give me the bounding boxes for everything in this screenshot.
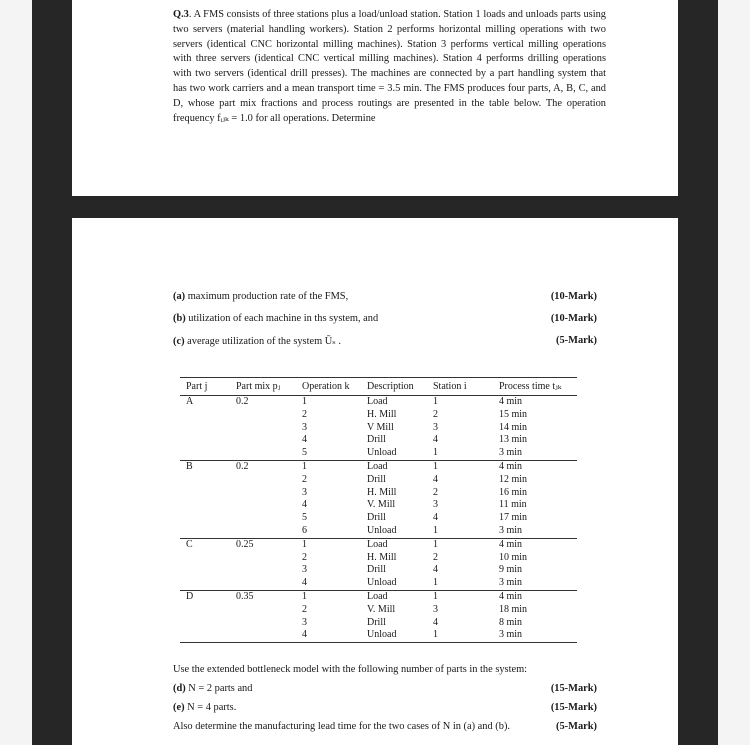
cell-part-mix: 0.2 [236, 460, 302, 473]
table-row [180, 499, 577, 512]
cell-operation: 5 [302, 512, 307, 524]
question-parts [173, 291, 597, 357]
cell-description: V. Mill [367, 603, 396, 615]
cell-part-mix: 0.2 [236, 396, 302, 409]
cell-station: 4 [433, 473, 438, 485]
cell-operation: 2 [302, 603, 307, 615]
part-e: (e) N = 4 parts. (15-Mark) [173, 702, 597, 713]
part-c: (c) average utilization of the system Ūₛ . (5-Mark) [173, 335, 597, 347]
cell-station: 1 [433, 538, 499, 551]
cell-description: Drill [367, 564, 386, 576]
marks-d: (15-Mark) [550, 683, 597, 694]
marks-e: (15-Mark) [550, 702, 597, 713]
cell-part [180, 617, 236, 630]
header-operation: Operation k [302, 378, 367, 396]
table-row [180, 396, 577, 409]
cell-operation: 4 [302, 434, 307, 446]
cell-station: 4 [433, 434, 438, 446]
header-description: Description [367, 378, 433, 396]
cell-station: 4 [433, 616, 438, 628]
cell-part-mix [236, 512, 302, 525]
table-row [180, 460, 577, 473]
cell-station: 1 [433, 460, 499, 473]
cell-station: 2 [433, 551, 438, 563]
header-process-time: Process time tⱼₖ [499, 378, 577, 396]
cell-description: H. Mill [367, 486, 397, 498]
cell-operation: 2 [302, 473, 307, 485]
cell-station: 2 [433, 486, 438, 498]
table-row [180, 617, 577, 630]
cell-part-mix [236, 409, 302, 422]
cell-operation: 3 [302, 486, 307, 498]
table-row [180, 629, 577, 642]
cell-process-time: 4 min [499, 538, 577, 551]
cell-process-time: 4 min [499, 590, 577, 603]
cell-part [180, 422, 236, 435]
cell-description: Unload [367, 629, 433, 642]
question-paragraph [173, 8, 606, 126]
cell-description: Unload [367, 577, 397, 589]
cell-operation: 5 [302, 447, 307, 459]
cell-description: V Mill [367, 421, 394, 433]
cell-process-time: 9 min [499, 564, 523, 576]
cell-part-mix [236, 487, 302, 500]
cell-part-mix [236, 474, 302, 487]
cell-operation: 4 [302, 577, 307, 589]
cell-part [180, 577, 236, 590]
cell-process-time: 13 min [499, 434, 528, 446]
question-text: . A FMS consists of three stations plus a load/unload station. Station 1 loads and unloads parts using two servers (material handling workers). Station 2 performs horizontal milling operations with two servers (identical CNC horizontal milling machines). Station 3 performs vertical milling operations with three servers (identical CNC vertical milling machines). Station 4 performs drilling operations with two servers (identical drill presses). The machines are connected by a part handling system that has two work carriers and a mean transport time = 3.5 min. The FMS produces four parts, A, B, C, and D, whose part mix fractions and process routings are presented in the table below. The operation frequency fᵢⱼₖ = 1.0 for all operations. Determine [173, 9, 606, 124]
cell-station: 4 [433, 512, 438, 524]
table-row [180, 422, 577, 435]
cell-process-time: 16 min [499, 486, 528, 498]
table-row [180, 552, 577, 565]
cell-description: Unload [367, 524, 397, 536]
cell-station: 3 [433, 499, 438, 511]
final-line: Also determine the manufacturing lead time for the two cases of N in (a) and (b). (5-Mark) [173, 721, 597, 732]
cell-part [180, 604, 236, 617]
table-row [180, 525, 577, 538]
marks-a: (10-Mark) [550, 291, 597, 302]
cell-part-mix [236, 617, 302, 630]
cell-operation: 4 [302, 499, 307, 511]
cell-part-mix [236, 564, 302, 577]
marks-final: (5-Mark) [556, 721, 597, 732]
cell-process-time: 3 min [499, 524, 523, 536]
marks-c: (5-Mark) [556, 335, 597, 346]
table-row [180, 577, 577, 590]
cell-station: 1 [433, 577, 438, 589]
cell-operation: 1 [302, 396, 367, 409]
cell-part [180, 629, 236, 642]
header-part: Part j [180, 378, 236, 396]
cell-description: Unload [367, 447, 397, 459]
cell-description: Load [367, 396, 433, 409]
table-row [180, 474, 577, 487]
cell-process-time: 15 min [499, 408, 528, 420]
cell-part-mix [236, 447, 302, 460]
cell-station: 1 [433, 396, 499, 409]
intro-line: Use the extended bottleneck model with the following number of parts in the system: [173, 664, 528, 675]
header-station: Station i [433, 378, 499, 396]
table-row [180, 564, 577, 577]
cell-operation: 6 [302, 524, 307, 536]
cell-station: 3 [433, 421, 438, 433]
cell-description: Drill [367, 473, 386, 485]
page-gap [72, 196, 678, 218]
cell-description: H. Mill [367, 408, 397, 420]
cell-part-mix [236, 629, 302, 642]
cell-part-mix [236, 552, 302, 565]
cell-part: D [180, 590, 236, 603]
cell-operation: 4 [302, 629, 367, 642]
cell-process-time: 18 min [499, 603, 528, 615]
cell-description: H. Mill [367, 551, 397, 563]
cell-description: V. Mill [367, 499, 396, 511]
cell-station: 3 [433, 603, 438, 615]
cell-operation: 1 [302, 538, 367, 551]
table-row [180, 604, 577, 617]
cell-station: 2 [433, 408, 438, 420]
outer-right-light [718, 0, 750, 745]
question-number: Q.3 [173, 9, 189, 20]
table-row [180, 409, 577, 422]
cell-process-time: 3 min [499, 577, 523, 589]
extended-model-section [173, 664, 597, 740]
cell-operation: 1 [302, 590, 367, 603]
cell-part [180, 434, 236, 447]
cell-station: 1 [433, 629, 499, 642]
cell-operation: 3 [302, 564, 307, 576]
table-row [180, 487, 577, 500]
cell-part [180, 447, 236, 460]
cell-operation: 3 [302, 421, 307, 433]
cell-part-mix: 0.25 [236, 538, 302, 551]
table-row [180, 447, 577, 460]
marks-b: (10-Mark) [550, 313, 597, 324]
cell-part-mix [236, 499, 302, 512]
part-b: (b) utilization of each machine in ths system, and (10-Mark) [173, 313, 597, 324]
cell-description: Load [367, 460, 433, 473]
cell-process-time: 8 min [499, 616, 523, 628]
table-row [180, 538, 577, 551]
process-routing-table [180, 377, 577, 643]
outer-left-light [0, 0, 32, 745]
cell-process-time: 12 min [499, 473, 528, 485]
cell-part [180, 552, 236, 565]
table-row [180, 434, 577, 447]
cell-operation: 2 [302, 408, 307, 420]
cell-process-time: 14 min [499, 421, 528, 433]
cell-process-time: 3 min [499, 629, 577, 642]
cell-description: Load [367, 538, 433, 551]
cell-station: 1 [433, 524, 438, 536]
cell-process-time: 4 min [499, 396, 577, 409]
cell-part [180, 525, 236, 538]
cell-part [180, 409, 236, 422]
cell-part [180, 487, 236, 500]
cell-station: 1 [433, 590, 499, 603]
cell-part [180, 512, 236, 525]
cell-part-mix: 0.35 [236, 590, 302, 603]
cell-operation: 3 [302, 616, 307, 628]
part-a: (a) maximum production rate of the FMS, (10-Mark) [173, 291, 597, 302]
cell-part [180, 499, 236, 512]
cell-part-mix [236, 577, 302, 590]
cell-part [180, 474, 236, 487]
cell-description: Drill [367, 512, 386, 524]
cell-operation: 2 [302, 551, 307, 563]
table-row [180, 590, 577, 603]
cell-description: Load [367, 590, 433, 603]
cell-process-time: 4 min [499, 460, 577, 473]
cell-operation: 1 [302, 460, 367, 473]
cell-part-mix [236, 525, 302, 538]
cell-station: 1 [433, 447, 438, 459]
cell-station: 4 [433, 564, 438, 576]
cell-process-time: 10 min [499, 551, 528, 563]
cell-part: C [180, 538, 236, 551]
table-header [180, 378, 577, 396]
cell-part-mix [236, 604, 302, 617]
cell-process-time: 11 min [499, 499, 527, 511]
cell-part [180, 564, 236, 577]
cell-process-time: 17 min [499, 512, 528, 524]
cell-part: A [180, 396, 236, 409]
table-row [180, 512, 577, 525]
part-d: (d) N = 2 parts and (15-Mark) [173, 683, 597, 694]
cell-part: B [180, 460, 236, 473]
cell-part-mix [236, 434, 302, 447]
cell-process-time: 3 min [499, 447, 523, 459]
cell-part-mix [236, 422, 302, 435]
header-part-mix: Part mix pⱼ [236, 378, 302, 396]
cell-description: Drill [367, 434, 386, 446]
cell-description: Drill [367, 616, 386, 628]
